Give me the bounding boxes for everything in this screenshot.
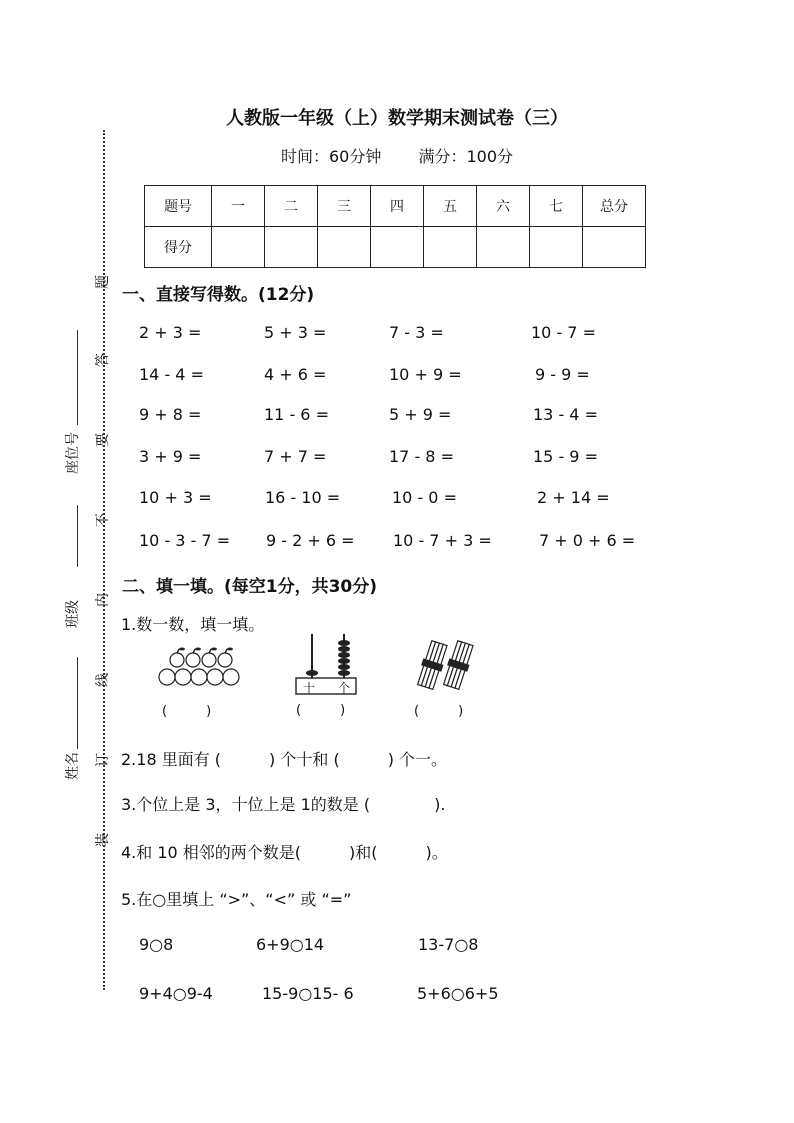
exam-info bbox=[0, 144, 794, 167]
answer-blank[interactable]: ( ) bbox=[162, 704, 212, 719]
arith-item: 15 - 9 = bbox=[533, 447, 598, 466]
arith-item: 10 - 0 = bbox=[392, 488, 457, 507]
seat-number-label: 座位号 bbox=[65, 432, 81, 474]
arith-item: 10 + 9 = bbox=[389, 365, 462, 384]
score-table-header-row bbox=[145, 186, 646, 227]
exam-time: 时间：60分钟 bbox=[280, 147, 382, 166]
score-cell[interactable] bbox=[424, 227, 477, 268]
arith-item: 10 + 3 = bbox=[139, 488, 212, 507]
arith-item: 10 - 3 - 7 = bbox=[139, 531, 231, 550]
arith-item: 2 + 3 = bbox=[139, 323, 202, 342]
section1-heading: 一、直接写得数。(12分) bbox=[122, 285, 315, 305]
binding-dotted-line bbox=[103, 130, 105, 990]
score-cell[interactable] bbox=[212, 227, 265, 268]
score-header-cell: 题号 bbox=[145, 186, 212, 227]
binding-char-8: 装 bbox=[95, 833, 111, 847]
compare-item: 13-7○8 bbox=[418, 935, 479, 954]
binding-char-7: 订 bbox=[95, 753, 111, 767]
arith-item: 10 - 7 + 3 = bbox=[393, 531, 492, 550]
arith-item: 9 - 9 = bbox=[535, 365, 590, 384]
question-4: 4.和 10 相邻的两个数是( )和( )。 bbox=[121, 843, 448, 862]
score-header-cell: 四 bbox=[371, 186, 424, 227]
score-header-cell: 一 bbox=[212, 186, 265, 227]
score-cell[interactable] bbox=[583, 227, 646, 268]
arith-item: 14 - 4 = bbox=[139, 365, 204, 384]
arith-item: 10 - 7 = bbox=[531, 323, 596, 342]
arith-item: 13 - 4 = bbox=[533, 405, 598, 424]
score-row-label: 得分 bbox=[145, 227, 212, 268]
score-header-cell: 三 bbox=[318, 186, 371, 227]
arith-item: 16 - 10 = bbox=[265, 488, 341, 507]
arith-item: 9 - 2 + 6 = bbox=[266, 531, 355, 550]
abacus-ones-label: 个 bbox=[338, 681, 351, 695]
score-table-score-row bbox=[145, 227, 646, 268]
arith-item: 2 + 14 = bbox=[537, 488, 610, 507]
score-cell[interactable] bbox=[477, 227, 530, 268]
compare-item: 5+6○6+5 bbox=[417, 984, 499, 1003]
answer-blank[interactable]: ( ) bbox=[296, 703, 346, 718]
score-header-cell: 七 bbox=[530, 186, 583, 227]
binding-char-6: 线 bbox=[95, 673, 111, 687]
compare-item: 6+9○14 bbox=[256, 935, 325, 954]
seat-number-line bbox=[77, 330, 78, 425]
question-2: 2.18 里面有 ( ) 个十和 ( ) 个一。 bbox=[121, 750, 448, 769]
name-label: 姓名 bbox=[65, 752, 81, 780]
compare-item: 9○8 bbox=[139, 935, 174, 954]
apples-icon bbox=[155, 646, 241, 692]
question-3: 3.个位上是 3，十位上是 1的数是 ( ). bbox=[121, 795, 446, 814]
arith-item: 9 + 8 = bbox=[139, 405, 202, 424]
binding-char-2: 答 bbox=[95, 353, 111, 367]
binding-char-1: 题 bbox=[95, 275, 111, 289]
score-cell[interactable] bbox=[318, 227, 371, 268]
answer-blank[interactable]: ( ) bbox=[414, 704, 464, 719]
section2-heading: 二、填一填。(每空1分，共30分) bbox=[122, 577, 378, 597]
score-cell[interactable] bbox=[371, 227, 424, 268]
question-5: 5.在○里填上 “>”、“<” 或 “=” bbox=[121, 890, 352, 909]
binding-char-3: 要 bbox=[95, 433, 111, 447]
binding-char-4: 不 bbox=[95, 513, 111, 527]
score-cell[interactable] bbox=[265, 227, 318, 268]
arith-item: 5 + 9 = bbox=[389, 405, 452, 424]
compare-item: 9+4○9-4 bbox=[139, 984, 213, 1003]
arith-item: 7 + 7 = bbox=[264, 447, 327, 466]
score-cell[interactable] bbox=[530, 227, 583, 268]
question-1: 1.数一数，填一填。 bbox=[121, 615, 265, 634]
arith-item: 3 + 9 = bbox=[139, 447, 202, 466]
arith-item: 4 + 6 = bbox=[264, 365, 327, 384]
stick-bundles-icon bbox=[416, 640, 476, 692]
arith-item: 17 - 8 = bbox=[389, 447, 454, 466]
arith-item: 11 - 6 = bbox=[264, 405, 329, 424]
compare-item: 15-9○15- 6 bbox=[262, 984, 354, 1003]
score-header-cell: 总分 bbox=[583, 186, 646, 227]
class-label: 班级 bbox=[65, 600, 81, 628]
arith-item: 7 + 0 + 6 = bbox=[539, 531, 636, 550]
page-title: 人教版一年级（上）数学期末测试卷（三） bbox=[226, 108, 568, 129]
abacus-tens-label: 十 bbox=[303, 681, 316, 695]
score-table bbox=[144, 185, 646, 268]
name-line bbox=[77, 657, 78, 749]
class-line bbox=[77, 505, 78, 567]
binding-char-5: 内 bbox=[95, 593, 111, 607]
score-header-cell: 五 bbox=[424, 186, 477, 227]
score-header-cell: 二 bbox=[265, 186, 318, 227]
arith-item: 5 + 3 = bbox=[264, 323, 327, 342]
arith-item: 7 - 3 = bbox=[389, 323, 444, 342]
score-header-cell: 六 bbox=[477, 186, 530, 227]
exam-full-score: 满分：100分 bbox=[418, 147, 513, 166]
